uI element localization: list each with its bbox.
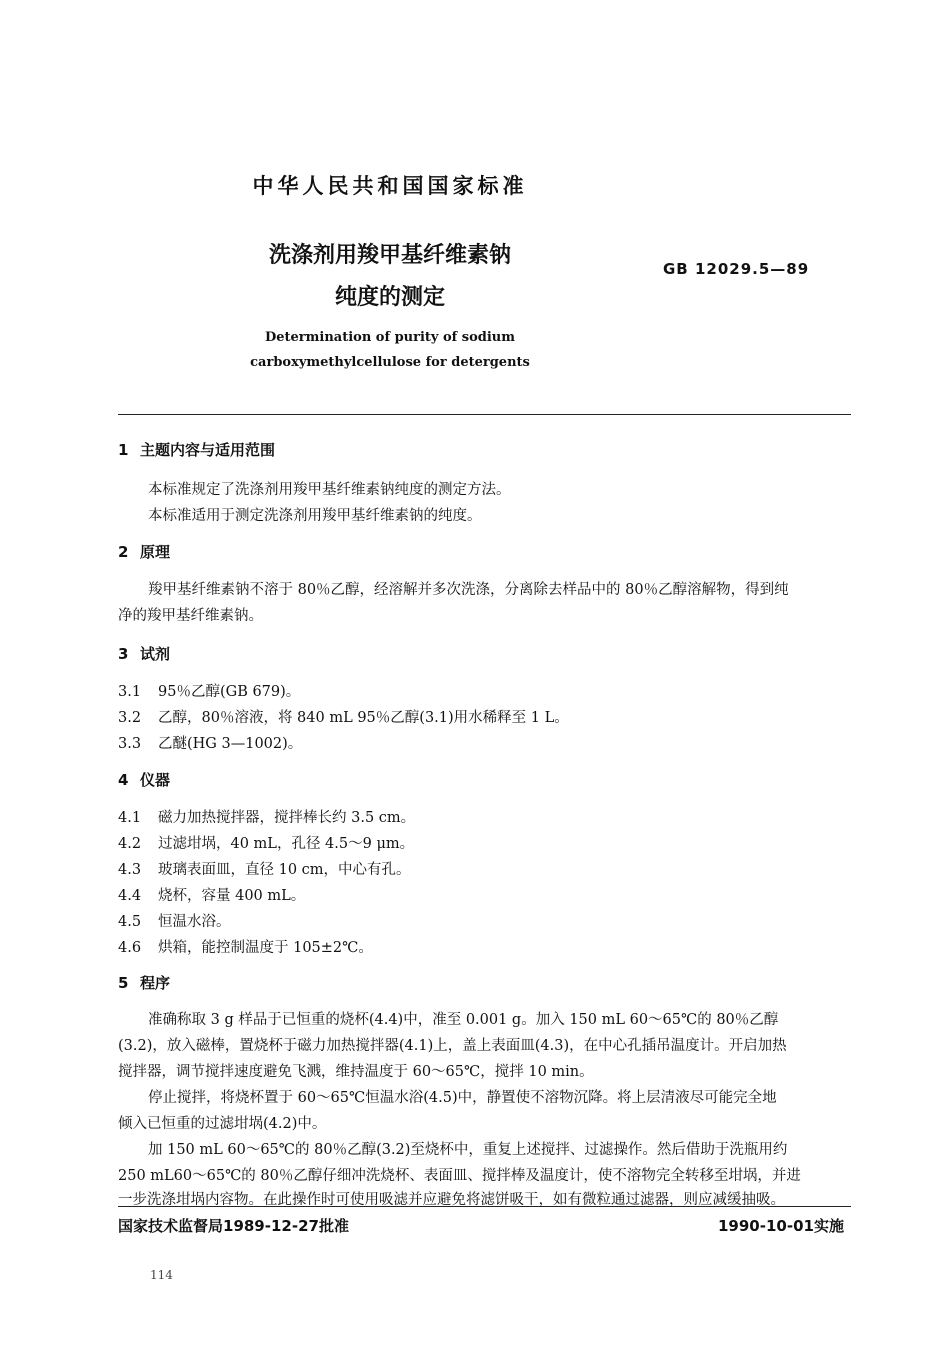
item-number: 4.3: [118, 862, 142, 878]
section-number: 4: [118, 771, 129, 789]
document-title-line2: 纯度的测定: [334, 285, 445, 310]
list-item: [118, 806, 415, 827]
list-item: [118, 680, 300, 701]
section-title: 原理: [140, 543, 171, 561]
item-number: 3.1: [118, 684, 142, 700]
section-number: 2: [118, 543, 129, 561]
section-5-paragraph-3-line1: 加 150 mL 60～65℃的 80％乙醇(3.2)至烧杯中，重复上述搅拌、过滤操作。然后借助于洗瓶用约: [148, 1142, 788, 1158]
national-standard-heading: 中华人民共和国国家标准: [252, 174, 528, 198]
section-5-paragraph-2-line2: 倾入已恒重的过滤坩埚(4.2)中。: [118, 1116, 327, 1132]
footer-divider: [118, 1206, 851, 1207]
item-number: 3.2: [118, 710, 142, 726]
section-title: 程序: [140, 974, 171, 992]
section-2-paragraph-line2: 净的羧甲基纤维素钠。: [118, 608, 263, 624]
section-title: 试剂: [140, 645, 171, 663]
english-title-line1: Determination of purity of sodium: [264, 330, 516, 345]
section-number: 3: [118, 645, 129, 663]
item-number: 4.2: [118, 836, 142, 852]
section-number: 1: [118, 441, 129, 459]
item-text: 过滤坩埚，40 mL，孔径 4.5～9 μm。: [158, 836, 415, 852]
page-number: 114: [150, 1268, 173, 1282]
section-1-paragraph-2: 本标准适用于测定洗涤剂用羧甲基纤维素钠的纯度。: [148, 508, 482, 524]
item-number: 4.5: [118, 914, 142, 930]
item-text: 烧杯，容量 400 mL。: [158, 888, 306, 904]
item-number: 3.3: [118, 736, 142, 752]
section-5-paragraph-2-line1: 停止搅拌，将烧杯置于 60～65℃恒温水浴(4.5)中，静置使不溶物沉降。将上层清液尽可能完全地: [148, 1090, 777, 1106]
standard-number: GB 12029.5—89: [663, 260, 810, 278]
section-5-paragraph-1-line2: (3.2)，放入磁棒，置烧杯于磁力加热搅拌器(4.1)上，盖上表面皿(4.3)，在中心孔插吊温度计。开启加热: [118, 1038, 787, 1054]
list-item: [118, 832, 414, 853]
section-5-paragraph-3-line2: 250 mL60～65℃的 80％乙醇仔细冲洗烧杯、表面皿、搅拌棒及温度计，使不溶物完全转移至坩埚，并进: [118, 1168, 801, 1184]
section-5-paragraph-1-line3: 搅拌器，调节搅拌速度避免飞溅，维持温度于 60～65℃，搅拌 10 min。: [118, 1064, 594, 1080]
section-5-paragraph-1-line1: 准确称取 3 g 样品于已恒重的烧杯(4.4)中，准至 0.001 g。加入 150 mL 60～65℃的 80％乙醇: [148, 1012, 779, 1028]
section-title: 仪器: [140, 771, 171, 789]
item-text: 乙醇，80％溶液，将 840 mL 95％乙醇(3.1)用水稀释至 1 L。: [158, 710, 569, 726]
item-text: 乙醚(HG 3—1002)。: [158, 736, 303, 752]
item-text: 95％乙醇(GB 679)。: [158, 684, 301, 700]
section-title: 主题内容与适用范围: [140, 441, 276, 459]
list-item: [118, 732, 302, 753]
item-text: 恒温水浴。: [158, 914, 231, 930]
item-number: 4.4: [118, 888, 142, 904]
implementation-date: 1990-10-01实施: [718, 1217, 844, 1235]
item-text: 磁力加热搅拌器，搅拌棒长约 3.5 cm。: [158, 810, 416, 826]
item-text: 玻璃表面皿，直径 10 cm，中心有孔。: [158, 862, 411, 878]
item-number: 4.6: [118, 940, 142, 956]
approval-line: 国家技术监督局1989-12-27批准: [118, 1217, 349, 1235]
section-3-heading: [118, 643, 170, 664]
list-item: [118, 706, 569, 727]
section-5-heading: [118, 972, 170, 993]
section-1-paragraph-1: 本标准规定了洗涤剂用羧甲基纤维素钠纯度的测定方法。: [148, 482, 511, 498]
section-2-heading: [118, 541, 170, 562]
list-item: [118, 884, 305, 905]
list-item: [118, 910, 231, 931]
list-item: [118, 936, 373, 957]
header-divider: [118, 414, 851, 415]
document-title-line1: 洗涤剂用羧甲基纤维素钠: [268, 243, 511, 268]
english-title-line2: carboxymethylcellulose for detergents: [250, 355, 530, 370]
item-text: 烘箱，能控制温度于 105±2℃。: [158, 940, 373, 956]
list-item: [118, 858, 411, 879]
section-5-paragraph-3-line3: 一步洗涤坩埚内容物。在此操作时可使用吸滤并应避免将滤饼吸干，如有微粒通过滤器，则应减缓抽吸。: [118, 1192, 785, 1208]
item-number: 4.1: [118, 810, 142, 826]
section-2-paragraph-line1: 羧甲基纤维素钠不溶于 80％乙醇，经溶解并多次洗涤，分离除去样品中的 80％乙醇溶解物，得到纯: [148, 582, 789, 598]
section-1-heading: [118, 439, 275, 460]
section-4-heading: [118, 769, 170, 790]
section-number: 5: [118, 974, 129, 992]
